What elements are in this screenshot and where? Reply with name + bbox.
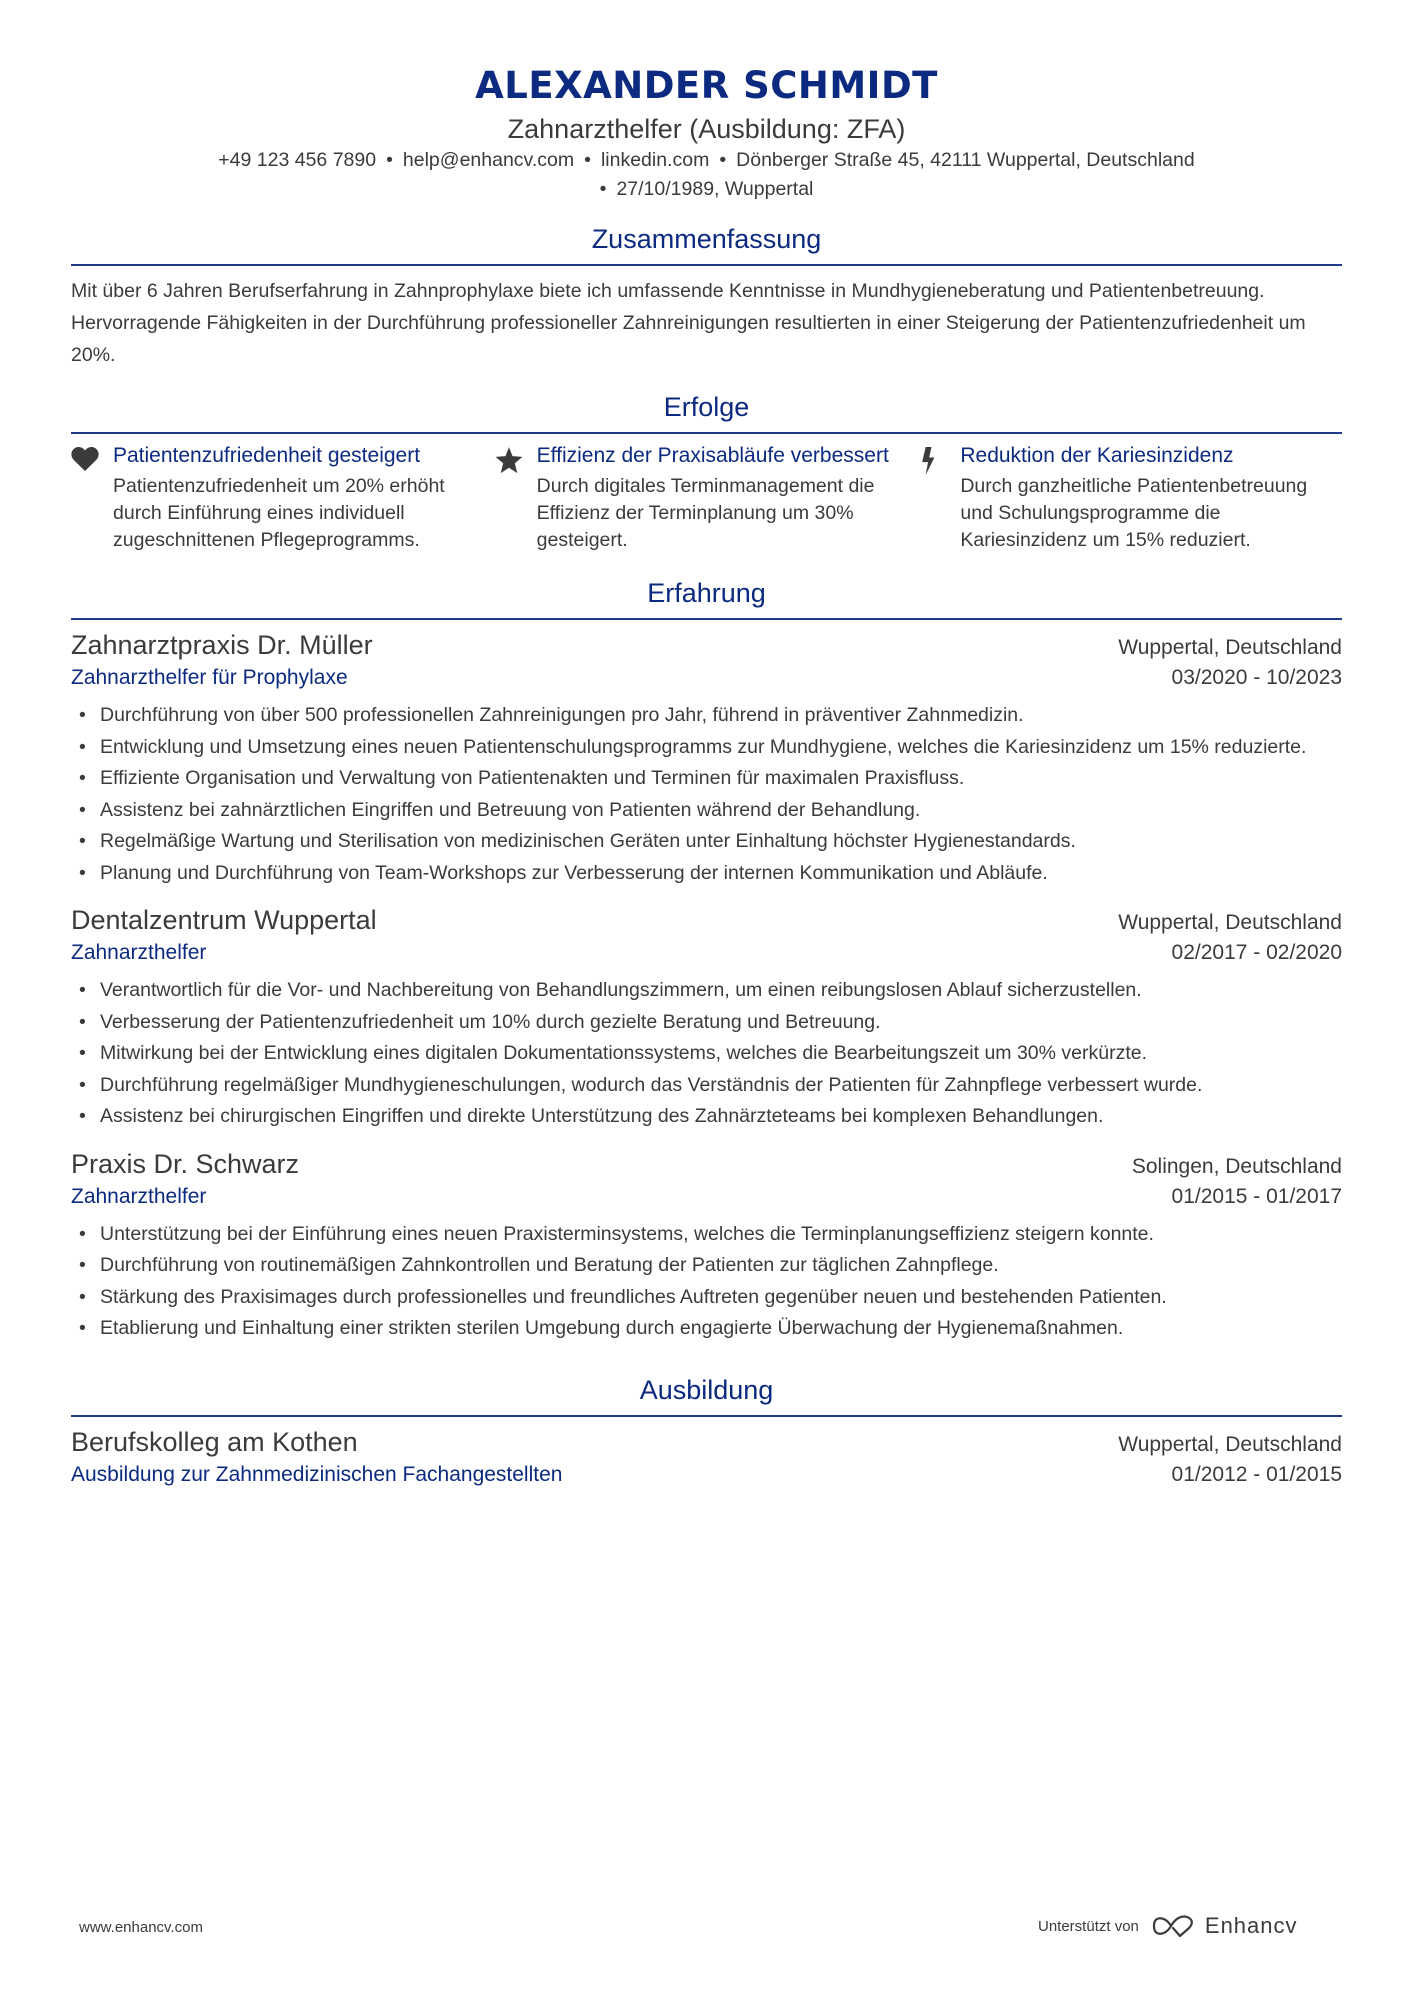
bullet-item: • Planung und Durchführung von Team-Workshops zur Verbesserung der internen Kommunikation und Abläufe. xyxy=(71,858,1342,890)
job-dates: 02/2017 - 02/2020 xyxy=(1171,941,1342,964)
education-section xyxy=(71,1373,1342,1491)
achievement-item xyxy=(918,442,1342,554)
separator-dot: • xyxy=(719,149,727,171)
section-title-experience: Erfahrung xyxy=(647,578,766,608)
job-bullets xyxy=(71,975,1342,1133)
bullet-item: • Verantwortlich für die Vor- und Nachbereitung von Behandlungszimmern, um einen reibungslosen Ablauf sicherzustellen. xyxy=(71,975,1342,1007)
bullet-item: • Verbesserung der Patientenzufriedenheit um 10% durch gezielte Beratung und Betreuung. xyxy=(71,1007,1342,1039)
phone: +49 123 456 7890 xyxy=(218,149,377,171)
company-name: Dentalzentrum Wuppertal xyxy=(71,905,377,935)
enhancv-brand: Enhancv xyxy=(1204,1913,1298,1938)
achievements-section xyxy=(71,390,1342,554)
bullet-item: • Durchführung regelmäßiger Mundhygieneschulungen, wodurch das Verständnis der Patienten für Zahnpflege verbessert wurde. xyxy=(71,1070,1342,1102)
section-divider xyxy=(71,264,1342,266)
section-divider xyxy=(71,432,1342,434)
achievement-description: Patientenzufriedenheit um 20% erhöht durch Einführung eines individuell zugeschnittenen Pflegeprogramms. xyxy=(113,475,445,551)
separator-dot: • xyxy=(386,149,393,171)
footer-website[interactable]: www.enhancv.com xyxy=(79,1919,203,1936)
contact-line-2 xyxy=(71,175,1342,204)
bullet-item: • Unterstützung bei der Einführung eines neuen Praxisterminsystems, welches die Terminplanungseffizienz steigern konnte. xyxy=(71,1219,1342,1251)
job-location: Solingen, Deutschland xyxy=(1131,1154,1342,1178)
company-name: Zahnarztpraxis Dr. Müller xyxy=(71,630,373,660)
job-bullets xyxy=(71,700,1342,889)
education-entry xyxy=(71,1425,1342,1491)
bullet-item: • Regelmäßige Wartung und Sterilisation von medizinischen Geräten unter Einhaltung höchster Hygienestandards. xyxy=(71,826,1342,858)
heart-icon xyxy=(71,442,113,554)
company-name: Praxis Dr. Schwarz xyxy=(71,1148,300,1179)
birth-info: 27/10/1989, Wuppertal xyxy=(616,178,814,200)
school-location: Wuppertal, Deutschland xyxy=(1118,1432,1342,1456)
achievement-title: Patientenzufriedenheit gesteigert xyxy=(113,444,421,467)
experience-entry xyxy=(71,903,1342,1133)
bullet-item: • Durchführung von über 500 professionellen Zahnreinigungen pro Jahr, führend in präventiver Zahnmedizin. xyxy=(71,700,1342,732)
lightning-icon xyxy=(918,442,960,554)
star-icon xyxy=(495,442,537,554)
bullet-item: • Durchführung von routinemäßigen Zahnkontrollen und Beratung der Patienten zur täglichen Zahnpflege. xyxy=(71,1250,1342,1282)
footer-powered-by xyxy=(1038,1913,1298,1939)
linkedin-link[interactable]: linkedin.com xyxy=(600,149,710,171)
bullet-item: • Mitwirkung bei der Entwicklung eines digitalen Dokumentationssystems, welches die Bearbeitungszeit um 30% verkürzte. xyxy=(71,1038,1342,1070)
address: Dönberger Straße 45, 42111 Wuppertal, Deutschland xyxy=(736,149,1195,171)
achievement-item xyxy=(495,442,919,554)
candidate-title: Zahnarzthelfer (Ausbildung: ZFA) xyxy=(507,114,906,144)
bullet-item: • Assistenz bei chirurgischen Eingriffen und direkte Unterstützung des Zahnärzteteams bei komplexen Behandlungen. xyxy=(71,1101,1342,1133)
contact-line xyxy=(71,146,1342,175)
achievement-title: Effizienz der Praxisabläufe verbessert xyxy=(536,444,889,467)
job-role: Zahnarzthelfer xyxy=(71,941,207,964)
bullet-item: • Entwicklung und Umsetzung eines neuen Patientenschulungsprogramms zur Mundhygiene, welches die Kariesinzidenz um 15% reduzierte. xyxy=(71,732,1342,764)
job-location: Wuppertal, Deutschland xyxy=(1118,636,1342,659)
separator-dot: • xyxy=(599,178,607,200)
email-link[interactable]: help@enhancv.com xyxy=(402,149,575,171)
job-bullets xyxy=(71,1219,1342,1345)
section-divider xyxy=(71,1415,1342,1417)
resume-page xyxy=(71,0,1342,1491)
section-title-summary: Zusammenfassung xyxy=(591,224,822,254)
achievement-item xyxy=(71,442,495,554)
candidate-name: ALEXANDER SCHMIDT xyxy=(475,64,938,107)
separator-dot: • xyxy=(584,149,591,171)
bullet-item: • Stärkung des Praxisimages durch professionelles und freundliches Auftreten gegenüber neuen und bestehenden Patienten. xyxy=(71,1282,1342,1314)
section-divider xyxy=(71,618,1342,620)
job-location: Wuppertal, Deutschland xyxy=(1118,911,1342,934)
achievement-description: Durch digitales Terminmanagement die Effizienz der Terminplanung um 30% gesteigert. xyxy=(536,475,875,551)
powered-by-label: Unterstützt von xyxy=(1038,1917,1139,1935)
job-dates: 03/2020 - 10/2023 xyxy=(1171,666,1342,689)
school-name: Berufskolleg am Kothen xyxy=(71,1426,358,1457)
degree: Ausbildung zur Zahnmedizinischen Fachangestellten xyxy=(71,1462,563,1486)
summary-text: Mit über 6 Jahren Berufserfahrung in Zahnprophylaxe biete ich umfassende Kenntnisse in Mundhygieneberatung und Patientenbetreuung. Hervorragende Fähigkeiten in der Durchführung professioneller Zahnreinigungen resultierten in einer Steigerung der Patientenzufriedenheit um 20%. xyxy=(71,280,1306,366)
experience-section xyxy=(71,576,1342,1345)
achievements-list xyxy=(71,442,1342,554)
achievement-title: Reduktion der Kariesinzidenz xyxy=(960,444,1234,467)
education-dates: 01/2012 - 01/2015 xyxy=(1171,1462,1342,1486)
bullet-item: • Effiziente Organisation und Verwaltung von Patientenakten und Terminen für maximalen Praxisfluss. xyxy=(71,763,1342,795)
resume-header xyxy=(71,0,1342,204)
job-role: Zahnarzthelfer xyxy=(71,1184,207,1208)
bullet-item: • Etablierung und Einhaltung einer strikten sterilen Umgebung durch engagierte Überwachung der Hygienemaßnahmen. xyxy=(71,1313,1342,1345)
experience-entry xyxy=(71,628,1342,889)
section-title-education: Ausbildung xyxy=(639,1374,774,1405)
section-title-achievements: Erfolge xyxy=(663,392,750,422)
job-dates: 01/2015 - 01/2017 xyxy=(1171,1184,1342,1208)
experience-entry xyxy=(71,1147,1342,1345)
summary-section xyxy=(71,222,1342,371)
enhancv-logo-icon xyxy=(1151,1914,1195,1938)
bullet-item: • Assistenz bei zahnärztlichen Eingriffen und Betreuung von Patienten während der Behandlung. xyxy=(71,795,1342,827)
job-role: Zahnarzthelfer für Prophylaxe xyxy=(71,666,348,689)
achievement-description: Durch ganzheitliche Patientenbetreuung und Schulungsprogramme die Kariesinzidenz um 15% reduziert. xyxy=(960,475,1308,551)
